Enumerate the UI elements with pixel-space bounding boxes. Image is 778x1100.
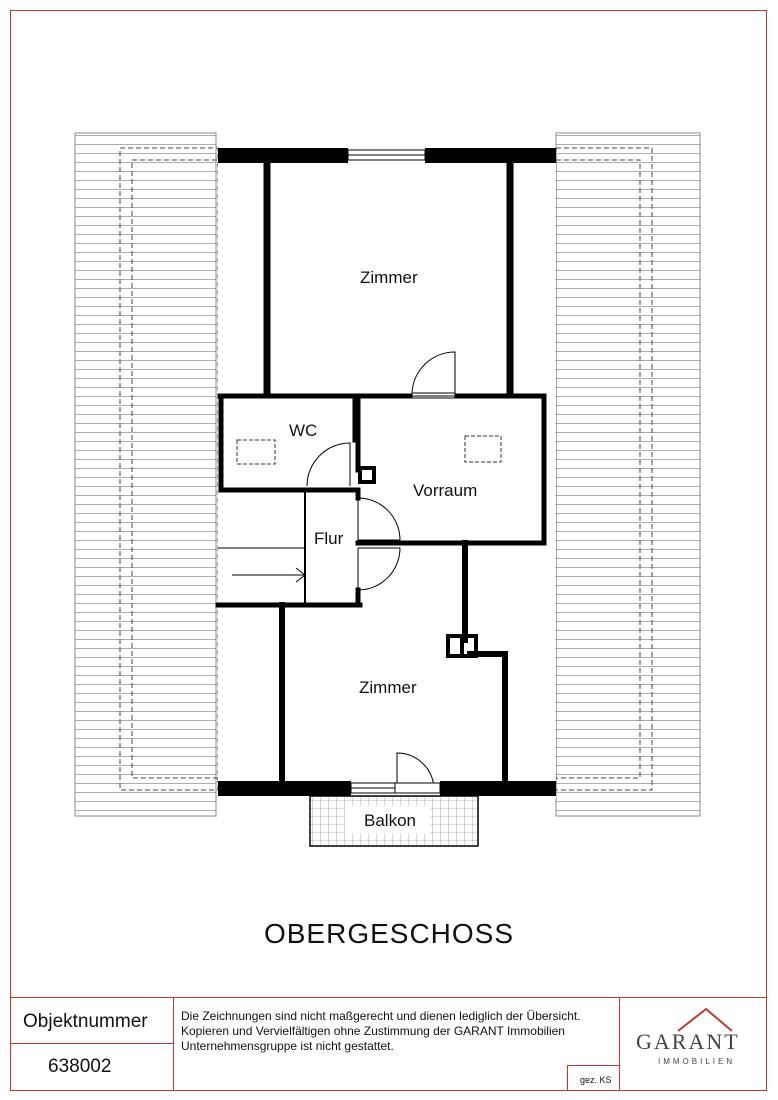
room-label-zimmer-bottom: Zimmer — [359, 678, 417, 697]
footer-divider — [173, 997, 174, 1091]
roof-left — [75, 133, 218, 816]
disclaimer-line: Die Zeichnungen sind nicht maßgerecht und dienen lediglich der Übersicht. — [181, 1009, 581, 1023]
footer-divider — [10, 1043, 173, 1044]
footer-divider — [619, 997, 620, 1091]
disclaimer-text — [181, 1009, 611, 1054]
garant-logo — [628, 1001, 760, 1081]
room-label-flur: Flur — [314, 529, 344, 548]
room-label-wc: WC — [289, 421, 318, 440]
logo-name: GARANT — [636, 1029, 740, 1054]
roof-right — [556, 133, 700, 816]
room-label-zimmer-top: Zimmer — [360, 268, 418, 287]
room-label-balkon: Balkon — [364, 811, 416, 830]
object-number-label: Objektnummer — [23, 1011, 148, 1032]
footer — [10, 997, 767, 1091]
drawn-by-box — [567, 1065, 619, 1091]
disclaimer-line: Kopieren und Vervielfältigen ohne Zustimmung der GARANT Immobilien — [181, 1024, 565, 1038]
footer-divider — [10, 997, 767, 998]
room-label-vorraum: Vorraum — [413, 481, 478, 500]
object-number-value: 638002 — [48, 1056, 112, 1077]
logo-sub: IMMOBILIEN — [658, 1057, 736, 1066]
disclaimer-line: Unternehmensgruppe ist nicht gestattet. — [181, 1039, 394, 1053]
drawn-by: gez. KS — [580, 1075, 612, 1085]
floor-title: OBERGESCHOSS — [263, 918, 515, 949]
